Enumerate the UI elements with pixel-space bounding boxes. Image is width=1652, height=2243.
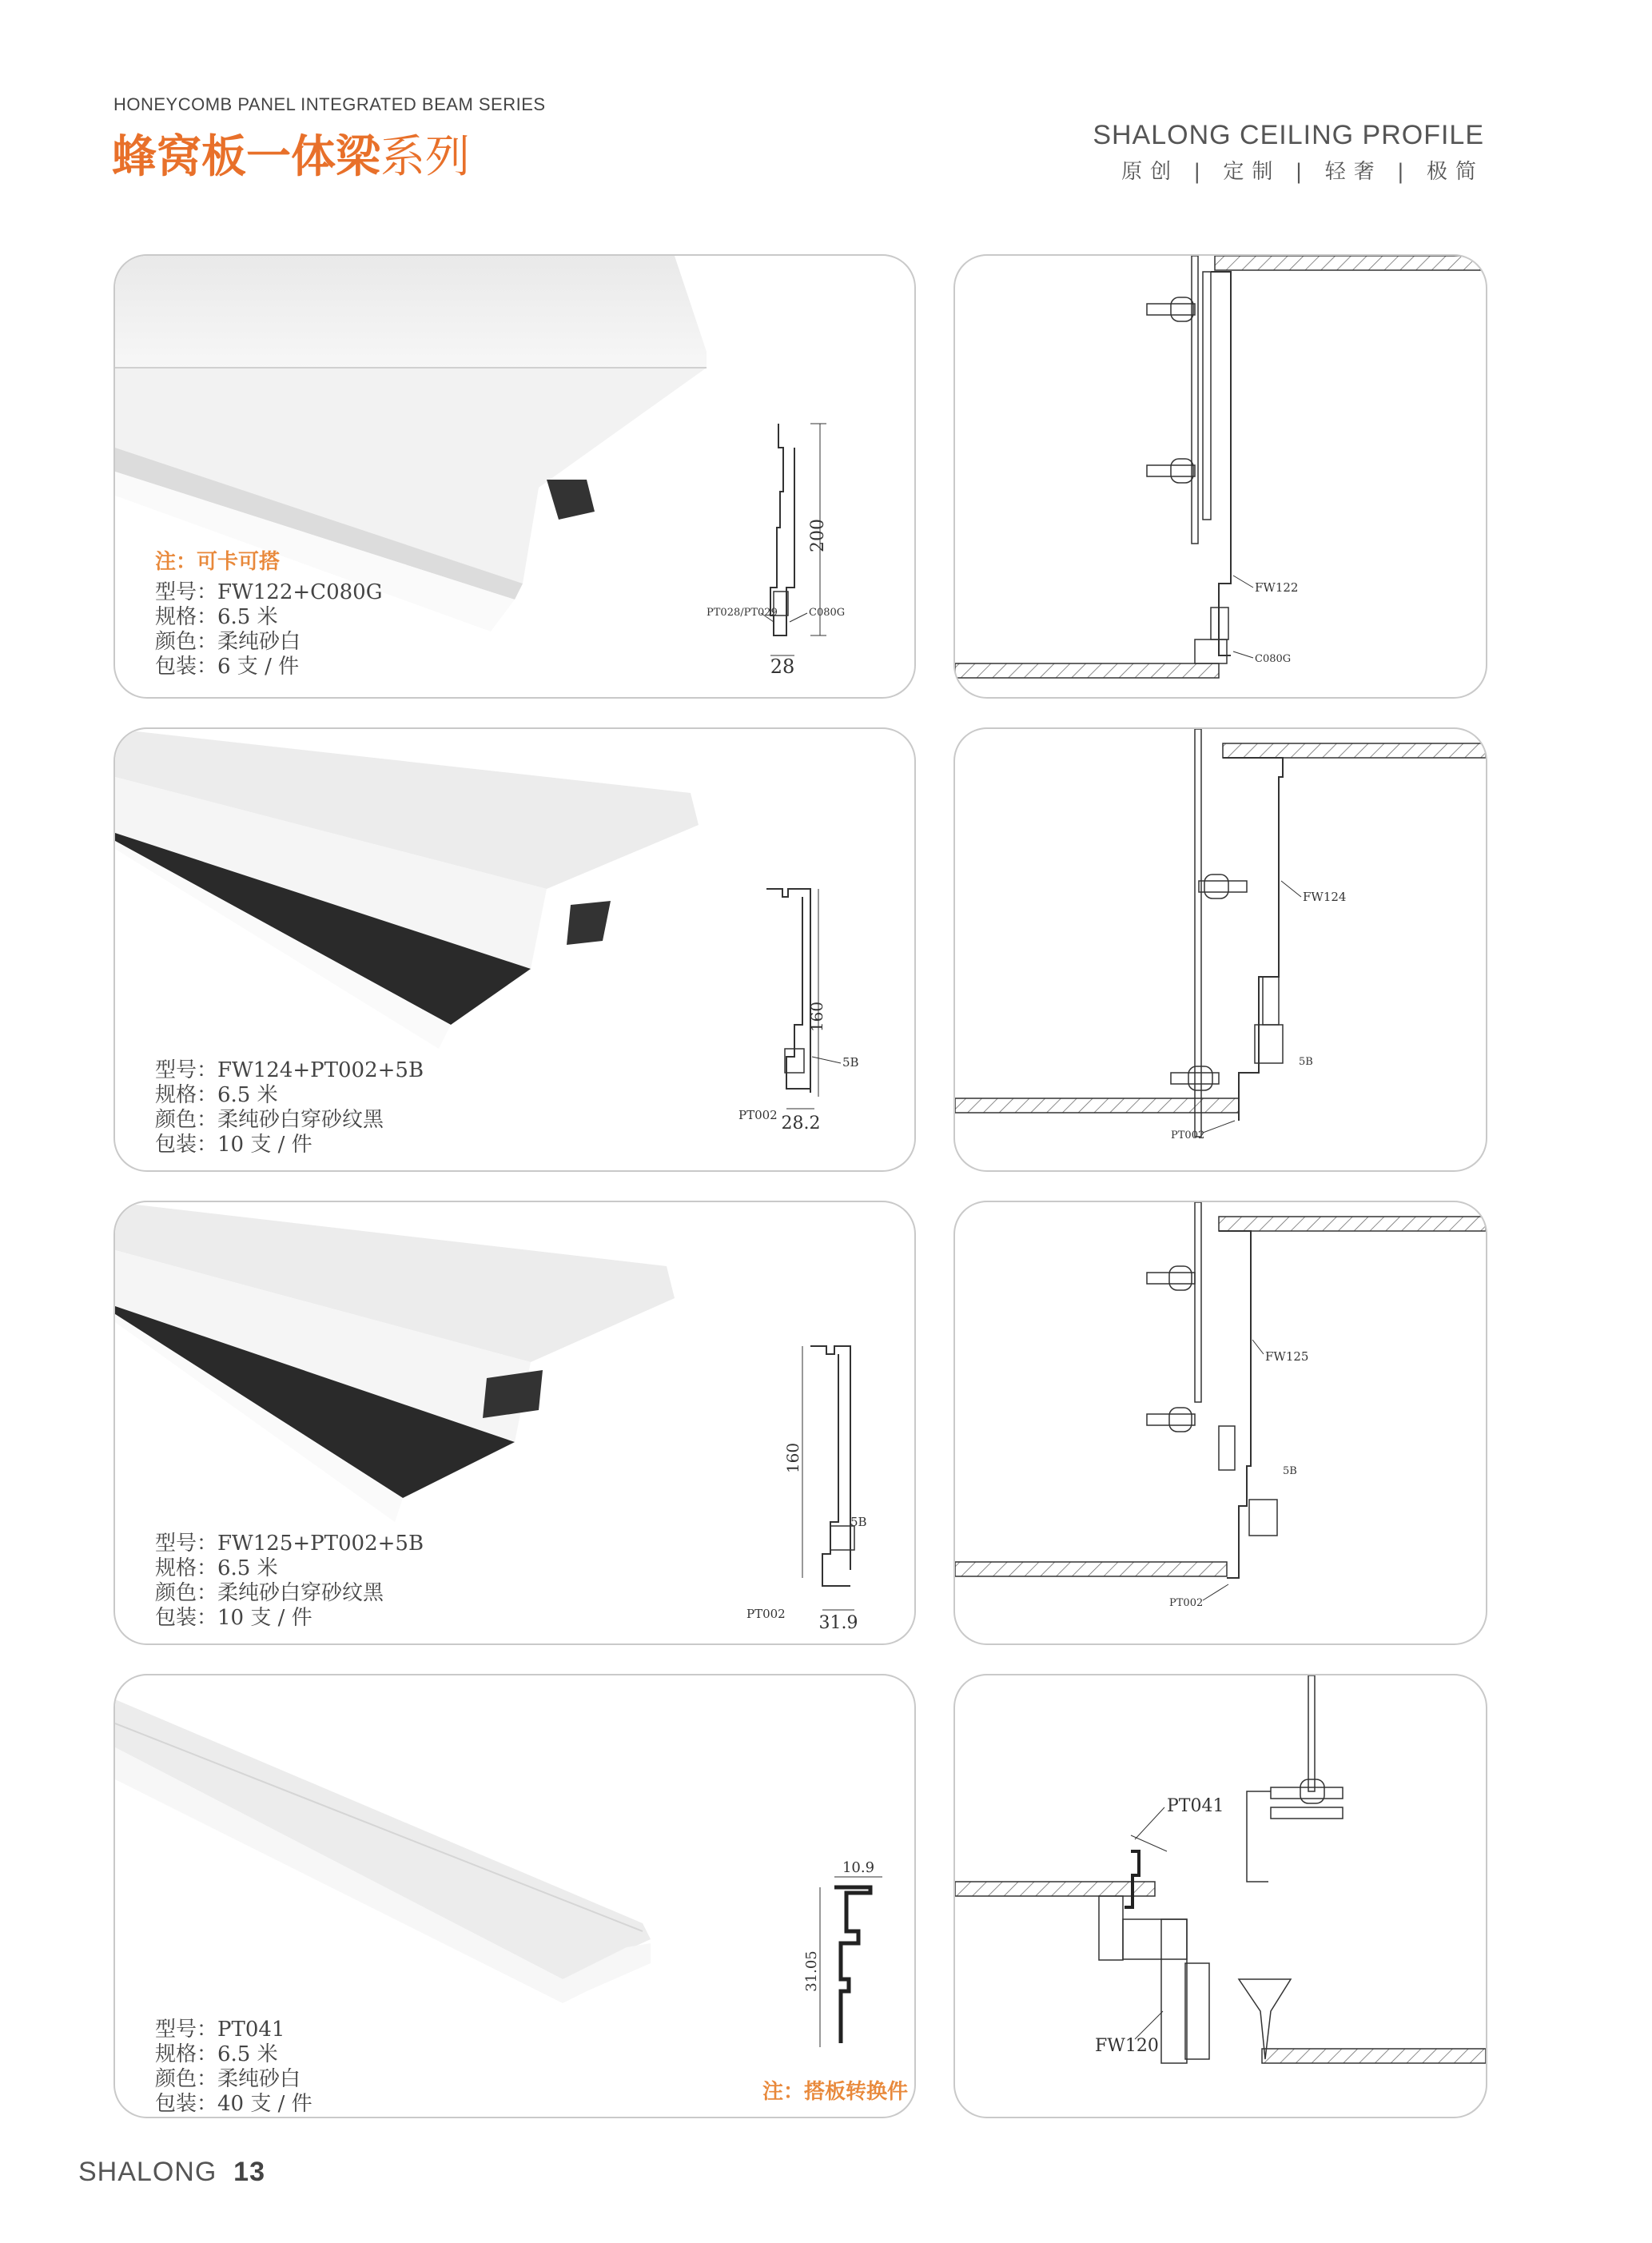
dim-height: 160 <box>783 1442 802 1474</box>
spec-pack: 包装：40 支 / 件 <box>155 2092 312 2116</box>
dim-height: 31.05 <box>803 1950 820 1992</box>
spec-model: 型号：FW122+C080G <box>155 580 383 604</box>
series-title-cn-bold: 蜂窝板一体梁 <box>112 131 380 183</box>
profile-section-drawing <box>746 1338 916 1642</box>
spec-length: 规格：6.5 米 <box>155 2042 278 2066</box>
page-footer <box>78 2157 265 2188</box>
label-pt041: PT041 <box>1167 1796 1224 1816</box>
product-card-fw125 <box>113 1201 916 1645</box>
spec-pack: 包装：6 支 / 件 <box>155 655 300 679</box>
spec-model: 型号：FW125+PT002+5B <box>155 1532 424 1556</box>
profile-section-drawing <box>707 416 866 679</box>
spec-color: 颜色：柔纯砂白 <box>155 2067 301 2091</box>
spec-list <box>155 2018 312 2117</box>
install-drawing-pt041 <box>953 1674 1487 2118</box>
label-5b: 5B <box>842 1055 859 1070</box>
profile-section-drawing <box>770 1859 898 2067</box>
product-note: 注：可卡可搭 <box>155 550 281 574</box>
product-card-fw124 <box>113 727 916 1172</box>
spec-model: 型号：PT041 <box>155 2018 285 2042</box>
install-drawing-fw124 <box>953 727 1487 1172</box>
spec-list <box>155 1058 424 1157</box>
dim-height: 160 <box>807 1001 826 1033</box>
label-c080g: C080G <box>809 607 846 619</box>
label-5b-install: 5B <box>1283 1465 1297 1477</box>
label-5b: 5B <box>850 1515 867 1529</box>
series-title-cn-light: 系列 <box>380 131 470 183</box>
install-drawing-fw122 <box>953 254 1487 699</box>
spec-color: 颜色：柔纯砂白 <box>155 630 301 654</box>
dim-width: 31.9 <box>818 1613 858 1633</box>
label-pt002-install: PT002 <box>1171 1129 1205 1141</box>
dim-width: 28 <box>770 655 795 678</box>
page-number: 13 <box>233 2157 265 2187</box>
spec-color: 颜色：柔纯砂白穿砂纹黑 <box>155 1581 384 1605</box>
spec-length: 规格：6.5 米 <box>155 605 278 629</box>
brand-title-en: SHALONG CEILING PROFILE <box>1093 120 1484 150</box>
series-title-en: HONEYCOMB PANEL INTEGRATED BEAM SERIES <box>113 94 546 114</box>
dim-height: 200 <box>808 519 828 552</box>
product-card-pt041 <box>113 1674 916 2118</box>
brand-tagline-cn: 原创 | 定制 | 轻奢 | 极简 <box>1121 160 1484 184</box>
label-pt002-install: PT002 <box>1169 1597 1204 1609</box>
spec-color: 颜色：柔纯砂白穿砂纹黑 <box>155 1108 384 1132</box>
label-pt002: PT002 <box>738 1108 778 1122</box>
label-c080g-install: C080G <box>1255 653 1292 665</box>
label-5b-install: 5B <box>1299 1056 1313 1068</box>
spec-pack: 包装：10 支 / 件 <box>155 1606 312 1630</box>
install-drawing-fw125 <box>953 1201 1487 1645</box>
label-fw120: FW120 <box>1095 2036 1159 2056</box>
spec-pack: 包装：10 支 / 件 <box>155 1133 312 1157</box>
footer-brand: SHALONG <box>78 2157 217 2187</box>
dim-width: 10.9 <box>842 1859 875 1876</box>
product-note: 注：搭板转换件 <box>762 2080 909 2104</box>
spec-length: 规格：6.5 米 <box>155 1083 278 1107</box>
spec-list <box>155 1532 424 1631</box>
label-fw122: FW122 <box>1255 580 1299 595</box>
profile-section-drawing <box>738 865 898 1153</box>
label-pt002: PT002 <box>746 1607 786 1621</box>
spec-list <box>155 580 382 679</box>
dim-width: 28.2 <box>781 1114 821 1133</box>
product-card-fw122 <box>113 254 916 699</box>
label-fw124: FW124 <box>1303 890 1347 904</box>
series-title-cn <box>112 122 470 185</box>
label-fw125: FW125 <box>1265 1349 1309 1364</box>
spec-model: 型号：FW124+PT002+5B <box>155 1058 424 1082</box>
spec-length: 规格：6.5 米 <box>155 1556 278 1580</box>
label-pt028: PT028/PT029 <box>707 607 778 619</box>
